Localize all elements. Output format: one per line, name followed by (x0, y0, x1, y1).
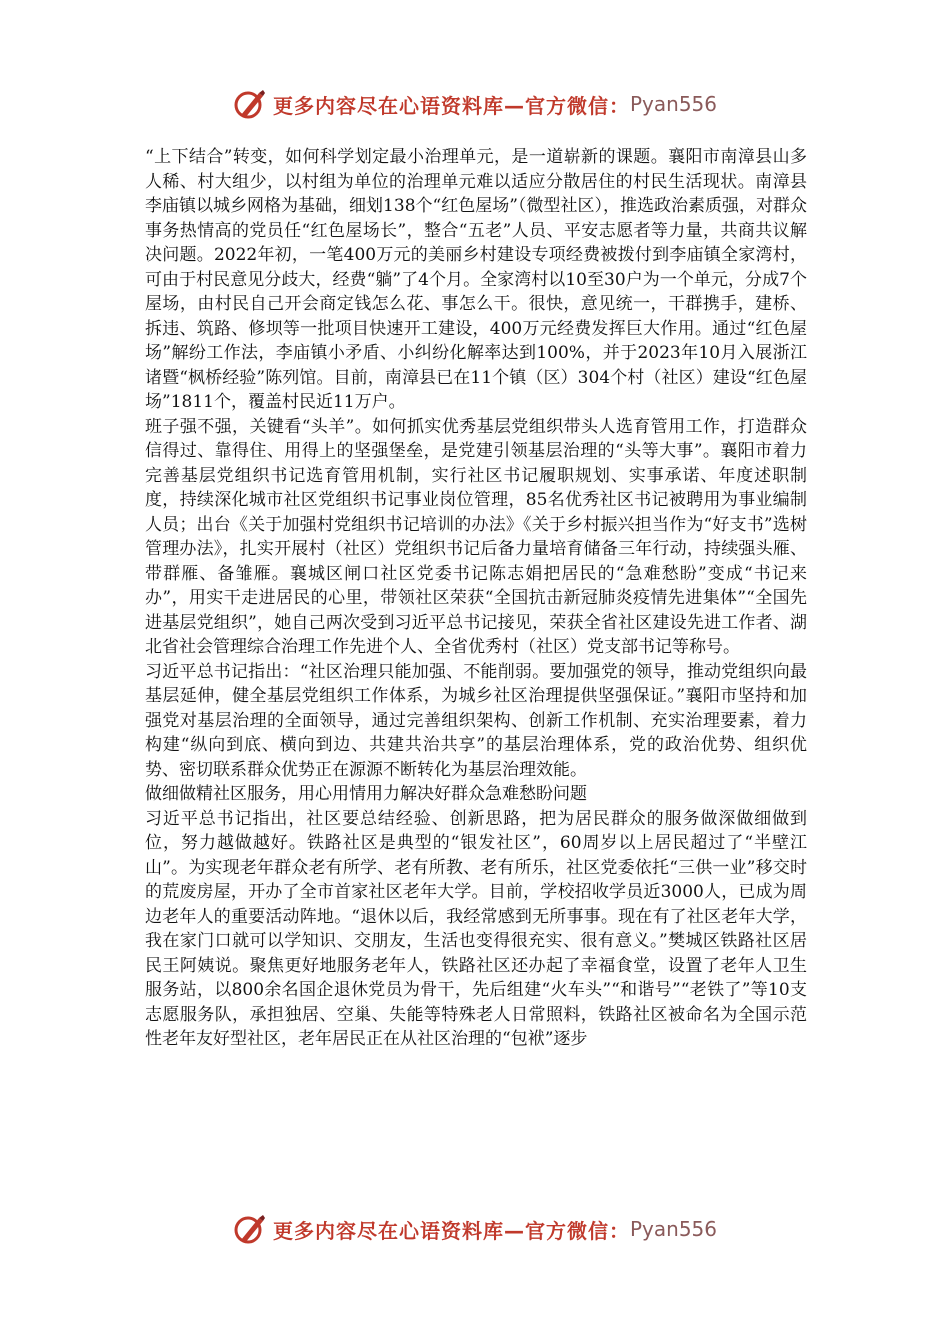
paragraph-1: “上下结合”转变，如何科学划定最小治理单元，是一道崭新的课题。襄阳市南漳县山多人稀、村大组少，以村组为单位的治理单元难以适应分散居住的村民生活现状。南漳县李庙镇以城乡网格为基础，细划138个“红色屋场”（微型社区），推选政治素质强，对群众事务热情高的党员任“红色屋场长”，整合“五老”人员、平安志愿者等力量，共商共议解决问题。2022年初，一笔400万元的美丽乡村建设专项经费被拨付到李庙镇全家湾村，可由于村民意见分歧大，经费“躺”了4个月。全家湾村以10至30户为一个单元，分成7个屋场，由村民自己开会商定钱怎么花、事怎么干。很快，意见统一，干群携手，建桥、拆违、筑路、修坝等一批项目快速开工建设，400万元经费发挥巨大作用。通过“红色屋场”解纷工作法，李庙镇小矛盾、小纠纷化解率达到100%，并于2023年10月入展浙江诸暨“枫桥经验”陈列馆。目前，南漳县已在11个镇（区）304个村（社区）建设“红色屋场”1811个，覆盖村民近11万户。 (145, 147, 807, 412)
banner-wechat-id: Pyan556 (629, 92, 717, 116)
banner-text: 更多内容尽在心语资料库—官方微信： (272, 1218, 630, 1243)
document-body (145, 145, 807, 1052)
paragraph-4: 习近平总书记指出，社区要总结经验、创新思路，把为居民群众的服务做深做细做到位，努力越做越好。铁路社区是典型的“银发社区”，60周岁以上居民超过了“半壁江山”。为实现老年群众老有所学、老有所教、老有所乐，社区党委依托“三供一业”移交时的荒废房屋，开办了全市首家社区老年大学。目前，学校招收学员近3000人，已成为周边老年人的重要活动阵地。“退休以后，我经常感到无所事事。现在有了社区老年大学，我在家门口就可以学知识、交朋友，生活也变得很充实、很有意义。”樊城区铁路社区居民王阿姨说。聚焦更好地服务老年人，铁路社区还办起了幸福食堂，设置了老年人卫生服务站，以800余名国企退休党员为骨干，先后组建“火车头”“和谐号”“老铁了”等10支志愿服务队，承担独居、空巢、失能等特殊老人日常照料，铁路社区被命名为全国示范性老年友好型社区，老年居民正在从社区治理的“包袱”逐步 (145, 808, 807, 1049)
pen-logo-icon (233, 87, 267, 121)
section-heading: 做细做精社区服务，用心用情用力解决好群众急难愁盼问题 (145, 784, 587, 804)
banner-wechat-id: Pyan556 (629, 1217, 717, 1241)
banner-text: 更多内容尽在心语资料库—官方微信： (272, 93, 630, 118)
paragraph-3: 习近平总书记指出：“社区治理只能加强、不能削弱。要加强党的领导，推动党组织向最基层延伸，健全基层党组织工作体系，为城乡社区治理提供坚强保证。”襄阳市坚持和加强党对基层治理的全面领导，通过完善组织架构、创新工作机制、充实治理要素，着力构建“纵向到底、横向到边、共建共治共享”的基层治理体系，党的政治优势、组织优势、密切联系群众优势正在源源不断转化为基层治理效能。 (145, 661, 807, 780)
paragraph-2: 班子强不强，关键看“头羊”。如何抓实优秀基层党组织带头人选育管用工作，打造群众信得过、靠得住、用得上的坚强堡垒，是党建引领基层治理的“头等大事”。襄阳市着力完善基层党组织书记选育管用机制，实行社区书记履职规划、实事承诺、年度述职制度，持续深化城市社区党组织书记事业岗位管理，85名优秀社区书记被聘用为事业编制人员；出台《关于加强村党组织书记培训的办法》《关于乡村振兴担当作为“好支书”选树管理办法》，扎实开展村（社区）党组织书记后备力量培育储备三年行动，持续强头雁、带群雁、备雏雁。襄城区闸口社区党委书记陈志娟把居民的“急难愁盼”变成“书记来办”，用实干走进居民的心里，带领社区荣获“全国抗击新冠肺炎疫情先进集体”“全国先进基层党组织”，她自己两次受到习近平总书记接见，荣获全省社区建设先进工作者、湖北省社会管理综合治理工作先进个人、全省优秀村（社区）党支部书记等称号。 (145, 416, 807, 657)
footer-watermark-banner (0, 1209, 950, 1249)
header-watermark-banner (0, 84, 950, 124)
pen-logo-icon (233, 1212, 267, 1246)
